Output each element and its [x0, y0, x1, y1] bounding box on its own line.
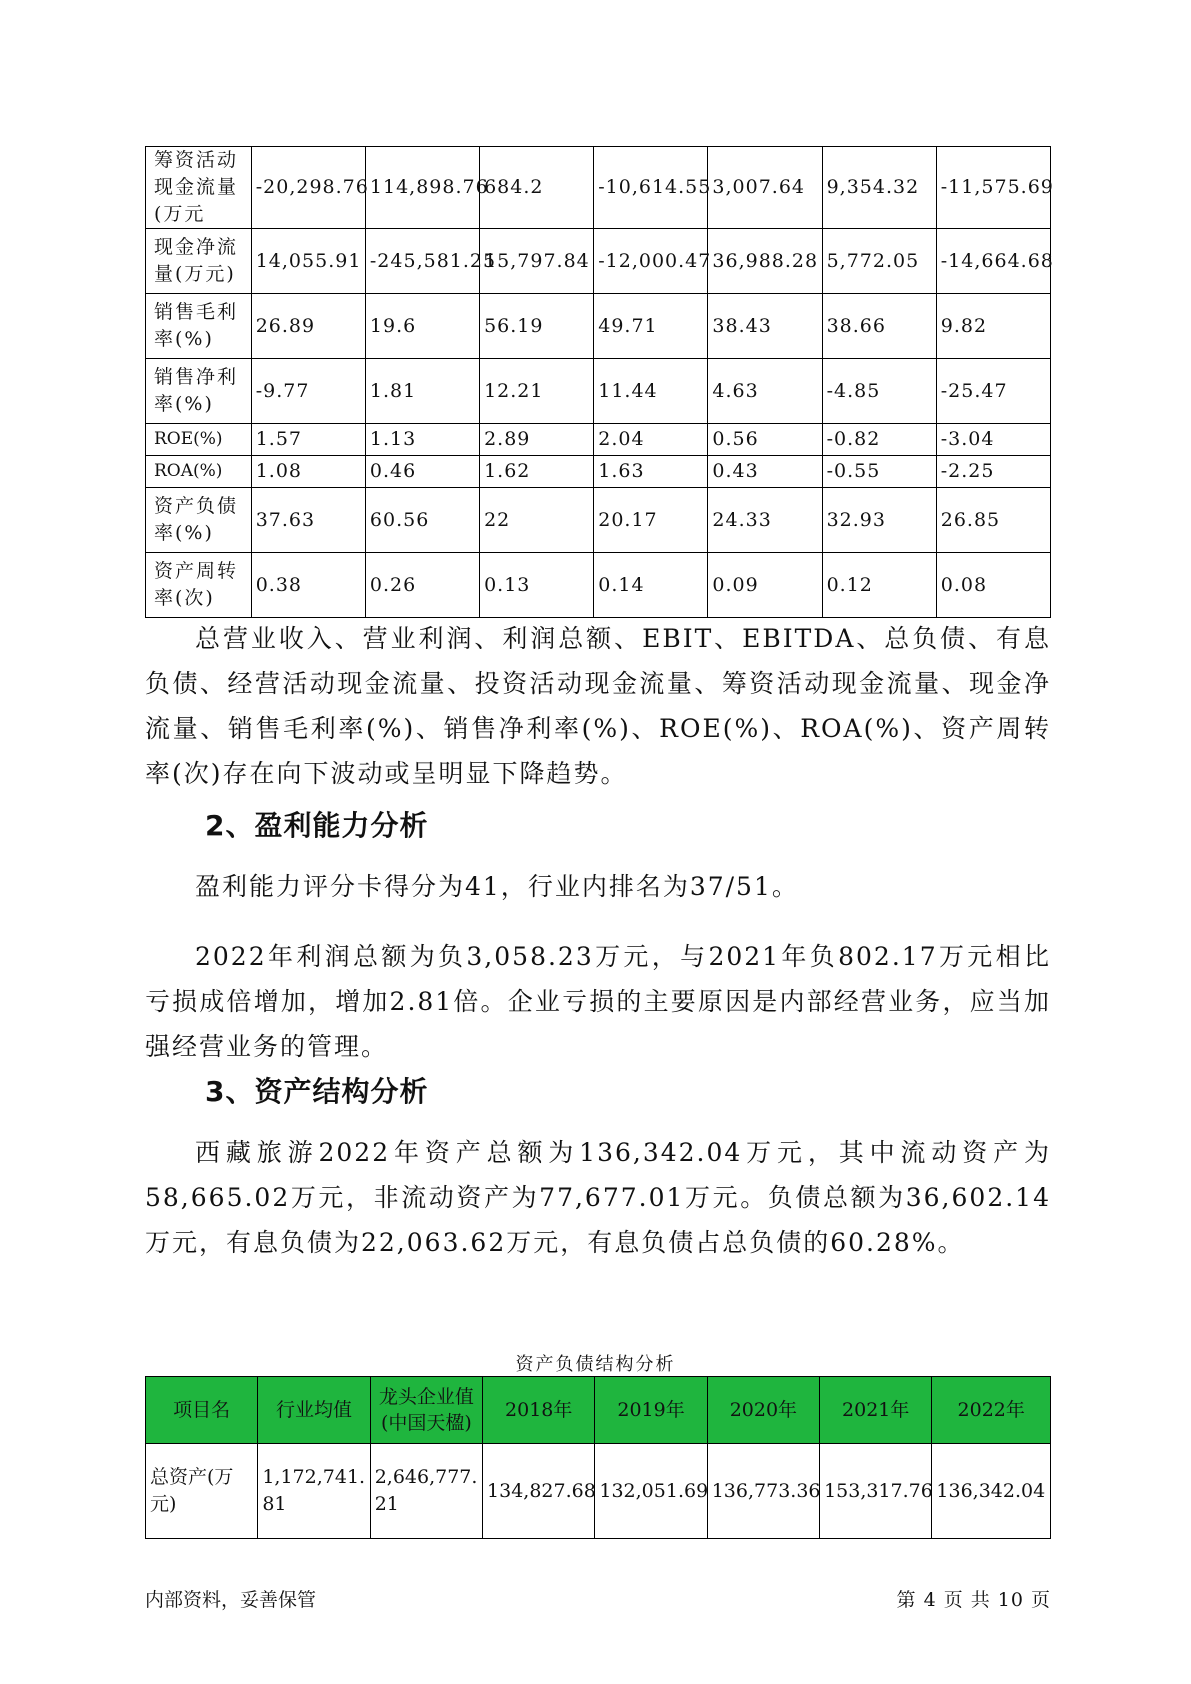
table-cell: 56.19 — [480, 294, 594, 359]
column-header: 龙头企业值(中国天楹) — [370, 1377, 482, 1444]
table-cell: 114,898.76 — [365, 147, 479, 229]
table-cell: 136,773.36 — [707, 1444, 819, 1539]
table-cell: 32.93 — [822, 488, 936, 553]
asset-structure-heading: 3、资产结构分析 — [205, 1075, 429, 1108]
table-row — [146, 456, 1051, 488]
table-header-row — [146, 1377, 1051, 1444]
table-cell: 38.66 — [822, 294, 936, 359]
table-cell: 9,354.32 — [822, 147, 936, 229]
table-cell: 0.08 — [936, 553, 1050, 618]
column-header: 2018年 — [483, 1377, 595, 1444]
table-row — [146, 488, 1051, 553]
table-cell: -0.55 — [822, 456, 936, 488]
row-label: 现金净流量(万元) — [146, 229, 252, 294]
table-row — [146, 1444, 1051, 1539]
table-cell: 9.82 — [936, 294, 1050, 359]
table-cell: 3,007.64 — [708, 147, 822, 229]
table-caption: 资产负债结构分析 — [515, 1354, 676, 1375]
table-cell: -4.85 — [822, 359, 936, 424]
column-header: 2022年 — [932, 1377, 1051, 1444]
table-row — [146, 359, 1051, 424]
table-cell: -0.82 — [822, 424, 936, 456]
table-cell: 14,055.91 — [251, 229, 365, 294]
table-cell: 1.62 — [480, 456, 594, 488]
table-row — [146, 553, 1051, 618]
table-cell: 12.21 — [480, 359, 594, 424]
table-row — [146, 424, 1051, 456]
table-row — [146, 294, 1051, 359]
table-cell: 0.14 — [594, 553, 708, 618]
table-cell: 37.63 — [251, 488, 365, 553]
table-cell: 26.85 — [936, 488, 1050, 553]
table-cell: 22 — [480, 488, 594, 553]
table-cell: 0.43 — [708, 456, 822, 488]
table-cell: 2.89 — [480, 424, 594, 456]
table-cell: 153,317.76 — [820, 1444, 932, 1539]
table-cell: -245,581.25 — [365, 229, 479, 294]
financial-indicators-table — [145, 146, 1054, 618]
footer-confidential-note: 内部资料，妥善保管 — [145, 1589, 317, 1611]
table-cell: 24.33 — [708, 488, 822, 553]
table-cell: 136,342.04 — [932, 1444, 1051, 1539]
table-cell: 60.56 — [365, 488, 479, 553]
table-cell: 0.12 — [822, 553, 936, 618]
row-label: ROE(%) — [146, 424, 252, 456]
table-cell: 1.57 — [251, 424, 365, 456]
table-cell: -11,575.69 — [936, 147, 1050, 229]
row-label: 筹资活动现金流量(万元 — [146, 147, 252, 229]
table-cell: 1,172,741.81 — [258, 1444, 370, 1539]
table-cell: 132,051.69 — [595, 1444, 707, 1539]
table-cell: -9.77 — [251, 359, 365, 424]
table-cell: 1.08 — [251, 456, 365, 488]
row-label: 销售净利率(%) — [146, 359, 252, 424]
profit-loss-paragraph: 2022年利润总额为负3,058.23万元，与2021年负802.17万元相比亏损成倍增加，增加2.81倍。企业亏损的主要原因是内部经营业务，应当加强经营业务的管理。 — [145, 942, 1051, 1061]
profitability-heading: 2、盈利能力分析 — [205, 809, 429, 842]
trend-summary-paragraph: 总营业收入、营业利润、利润总额、EBIT、EBITDA、总负债、有息负债、经营活动现金流量、投资活动现金流量、筹资活动现金流量、现金净流量、销售毛利率(%)、销售净利率(%)、ROE(%)、ROA(%)、资产周转率(次)存在向下波动或呈明显下降趋势。 — [145, 624, 1051, 788]
row-label: 资产负债率(%) — [146, 488, 252, 553]
column-header: 2021年 — [820, 1377, 932, 1444]
table-cell: -25.47 — [936, 359, 1050, 424]
footer-page-number: 第 4 页 共 10 页 — [896, 1589, 1051, 1611]
row-label: 总资产(万元) — [146, 1444, 258, 1539]
table-cell: 0.09 — [708, 553, 822, 618]
table-cell: 2.04 — [594, 424, 708, 456]
table-cell: 684.2 — [480, 147, 594, 229]
table-cell: 1.81 — [365, 359, 479, 424]
table-cell: -10,614.55 — [594, 147, 708, 229]
table-cell: 15,797.84 — [480, 229, 594, 294]
table-cell: 1.63 — [594, 456, 708, 488]
asset-liability-structure-table — [145, 1376, 1051, 1539]
table-cell: 20.17 — [594, 488, 708, 553]
row-label: 销售毛利率(%) — [146, 294, 252, 359]
table-cell: 36,988.28 — [708, 229, 822, 294]
column-header: 2020年 — [707, 1377, 819, 1444]
row-label: 资产周转率(次) — [146, 553, 252, 618]
table-cell: 1.13 — [365, 424, 479, 456]
table-cell: 0.38 — [251, 553, 365, 618]
table-cell: 0.46 — [365, 456, 479, 488]
row-label: ROA(%) — [146, 456, 252, 488]
table-cell: 19.6 — [365, 294, 479, 359]
table-cell: -20,298.76 — [251, 147, 365, 229]
table-cell: 5,772.05 — [822, 229, 936, 294]
table-cell: 38.43 — [708, 294, 822, 359]
table-cell: 2,646,777.21 — [370, 1444, 482, 1539]
table-row — [146, 229, 1051, 294]
profitability-score-paragraph: 盈利能力评分卡得分为41，行业内排名为37/51。 — [195, 872, 799, 901]
table-cell: 0.26 — [365, 553, 479, 618]
table-cell: 49.71 — [594, 294, 708, 359]
table-cell: -12,000.47 — [594, 229, 708, 294]
column-header: 行业均值 — [258, 1377, 370, 1444]
column-header: 项目名 — [146, 1377, 258, 1444]
table-cell: -3.04 — [936, 424, 1050, 456]
asset-summary-paragraph: 西藏旅游2022年资产总额为136,342.04万元，其中流动资产为58,665.02万元，非流动资产为77,677.01万元。负债总额为36,602.14万元，有息负债为22,063.62万元，有息负债占总负债的60.28%。 — [145, 1138, 1051, 1257]
table-cell: -2.25 — [936, 456, 1050, 488]
table-cell: 0.13 — [480, 553, 594, 618]
table-cell: 11.44 — [594, 359, 708, 424]
table-cell: 134,827.68 — [483, 1444, 595, 1539]
column-header: 2019年 — [595, 1377, 707, 1444]
table-cell: -14,664.68 — [936, 229, 1050, 294]
table-cell: 26.89 — [251, 294, 365, 359]
table-cell: 4.63 — [708, 359, 822, 424]
table-row — [146, 147, 1051, 229]
table-cell: 0.56 — [708, 424, 822, 456]
